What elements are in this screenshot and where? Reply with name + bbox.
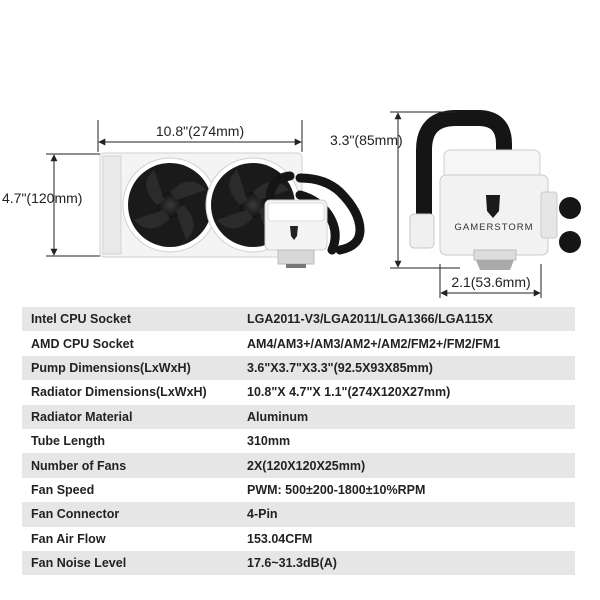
spec-row (22, 356, 575, 380)
spec-label: Fan Noise Level (31, 556, 127, 571)
spec-label: AMD CPU Socket (31, 336, 134, 351)
spec-label: Radiator Dimensions(LxWxH) (31, 385, 207, 400)
pump-small (265, 200, 327, 268)
spec-value: 153.04CFM (247, 531, 313, 546)
dimension-radiator-height (2, 154, 100, 256)
spec-value: 3.6"X3.7"X3.3"(92.5X93X85mm) (247, 360, 433, 375)
spec-row (22, 380, 575, 404)
spec-row (22, 502, 575, 526)
pump-width-label: 2.1(53.6mm) (451, 274, 531, 290)
spec-table (22, 307, 575, 575)
radiator-height-label: 4.7"(120mm) (2, 190, 83, 206)
spec-row (22, 551, 575, 575)
spec-value: 4-Pin (247, 507, 278, 522)
spec-row (22, 527, 575, 551)
brand-logo-text: GAMERSTORM (454, 222, 534, 233)
spec-label: Number of Fans (31, 458, 127, 473)
spec-value: 17.6~31.3dB(A) (247, 556, 337, 571)
spec-value: AM4/AM3+/AM3/AM2+/AM2/FM2+/FM2/FM1 (247, 336, 501, 351)
pump-large (410, 118, 581, 270)
spec-label: Fan Speed (31, 482, 95, 497)
spec-label: Intel CPU Socket (31, 312, 132, 327)
spec-label: Tube Length (31, 434, 106, 449)
spec-row (22, 331, 575, 355)
spec-value: LGA2011-V3/LGA2011/LGA1366/LGA115X (247, 312, 493, 327)
spec-row (22, 307, 575, 331)
spec-row (22, 405, 575, 429)
spec-label: Fan Connector (31, 507, 120, 522)
spec-row (22, 478, 575, 502)
pump-height-label: 3.3"(85mm) (330, 132, 403, 148)
spec-value: PWM: 500±200-1800±10%RPM (247, 482, 426, 497)
fan-left (123, 158, 217, 252)
spec-value: 310mm (247, 434, 291, 449)
spec-label: Fan Air Flow (31, 531, 106, 546)
spec-label: Radiator Material (31, 409, 133, 424)
spec-value: Aluminum (247, 409, 309, 424)
dimension-radiator-width (98, 120, 302, 152)
spec-row (22, 429, 575, 453)
spec-value: 10.8"X 4.7"X 1.1"(274X120X27mm) (247, 385, 451, 400)
radiator-width-label: 10.8"(274mm) (155, 123, 245, 139)
spec-label: Pump Dimensions(LxWxH) (31, 360, 191, 375)
spec-value: 2X(120X120X25mm) (247, 458, 366, 473)
spec-row (22, 453, 575, 477)
